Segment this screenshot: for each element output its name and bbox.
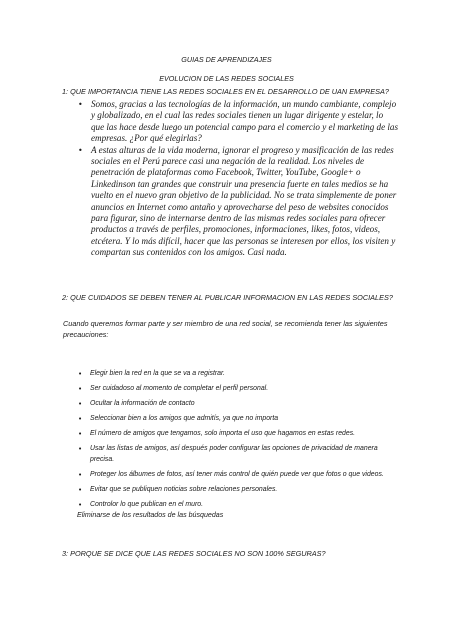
question-1-heading: 1: QUE IMPORTANCIA TIENE LAS REDES SOCIALES EN EL DESARROLLO DE UAN EMPRESA? — [62, 87, 389, 96]
list-item: • Controlor lo que publican en el muro. — [78, 500, 398, 511]
list-item: • Usar las listas de amigos, así después poder configurar las opciones de privacidad de manera precisa. — [78, 444, 398, 466]
question-2-list — [78, 369, 398, 515]
list-item: • Evitar que se publiquen noticias sobre relaciones personales. — [78, 485, 398, 496]
list-item: • Proteger los álbumes de fotos, así tener más control de quién puede ver que fotos o que videos. — [78, 470, 398, 481]
document-subtitle: EVOLUCION DE LAS REDES SOCIALES — [159, 74, 294, 83]
list-item: • Ocultar la información de contacto — [78, 399, 398, 410]
list-item: • El número de amigos que tengamos, solo importa el uso que hagamos en estas redes. — [78, 429, 398, 440]
list-item: • Seleccionar bien a los amigos que admitís, ya que no importa — [78, 414, 398, 425]
question-2-intro: Cuando queremos formar parte y ser miembro de una red social, se recomienda tener las siguientes precauciones: — [63, 319, 388, 339]
list-item: • Ser cuidadoso al momento de completar el perfil personal. — [78, 384, 398, 395]
list-item: • Somos, gracias a las tecnologías de la información, un mundo cambiante, complejo y globalizado, en el cual las redes sociales tienen un lugar dirigente y estelar, lo que las hace desde luego un potencial campo para el comercio y el marketing de las empresas. ¿Por qué elegirlas? — [78, 99, 398, 145]
list-item: • A estas alturas de la vida moderna, ignorar el progreso y masificación de las redes sociales en el Perú parece casi una negación de la realidad. Los niveles de penetración de plataformas como Facebook, Twitter, YouTube, Google+ o Linkedinson tan grandes que construir una presencia fuerte en tales medios se ha vuelto en el nuevo gran objetivo de la publicidad. No se trata simplemente de poner anuncios en Internet como antaño y aprovecharse del peso de websites conocidos para figurar, sino de internarse dentro de las mismas redes sociales para ofrecer productos a través de perfiles, promociones, informaciones, likes, fotos, videos, etcétera. Y lo más difícil, hacer que las personas se interesen por ellos, los visiten y compartan sus contenidos con los amigos. Casi nada. — [78, 145, 398, 259]
question-2-note: Eliminarse de los resultados de las búsquedas — [77, 511, 224, 519]
list-item: • Elegir bien la red en la que se va a registrar. — [78, 369, 398, 380]
question-2-heading: 2: QUE CUIDADOS SE DEBEN TENER AL PUBLICAR INFORMACION EN LAS REDES SOCIALES? — [62, 293, 393, 302]
question-3-heading: 3: PORQUE SE DICE QUE LAS REDES SOCIALES NO SON 100% SEGURAS? — [62, 549, 326, 558]
question-1-list — [78, 99, 398, 259]
document-title: GUIAS DE APRENDIZAJES — [181, 55, 272, 64]
